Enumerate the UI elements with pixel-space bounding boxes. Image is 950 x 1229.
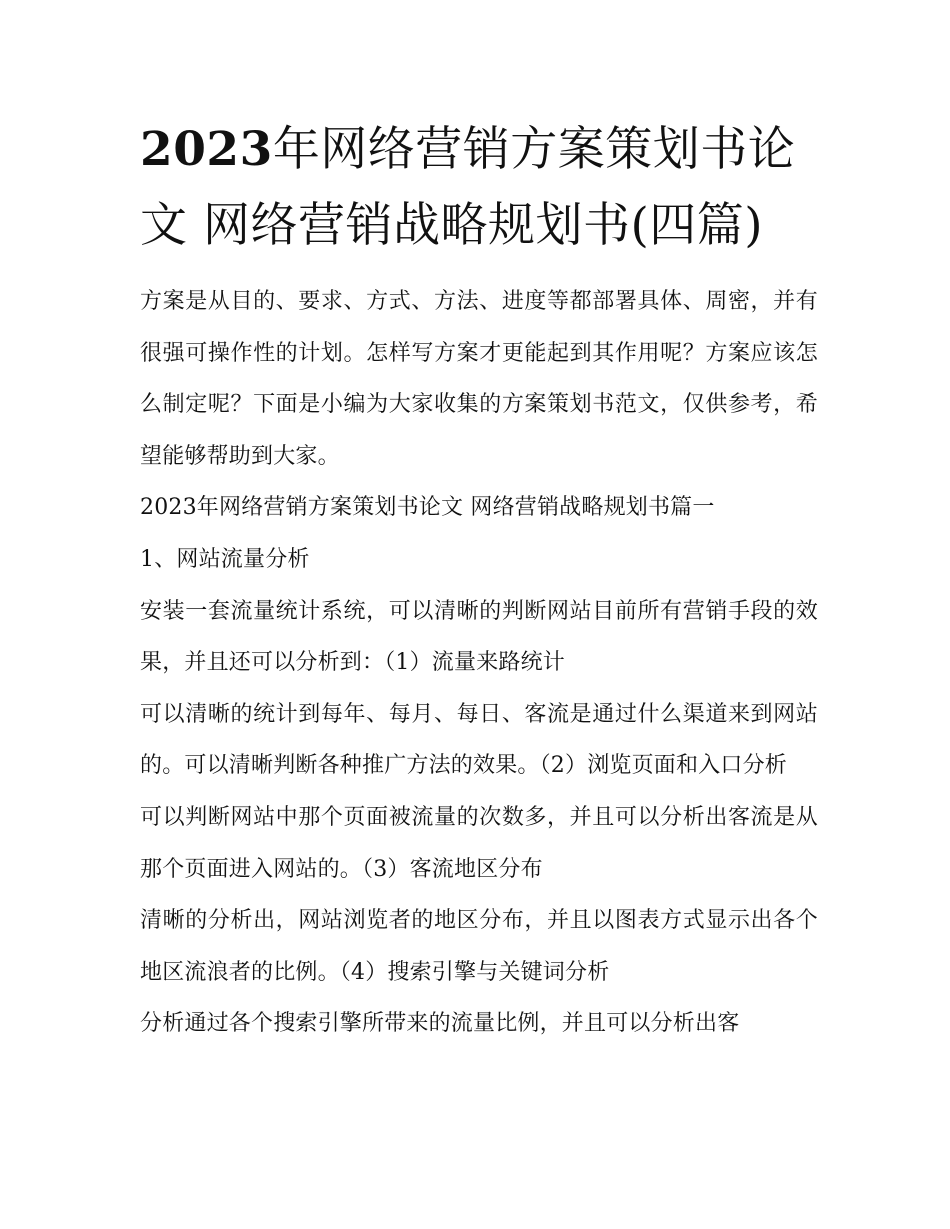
body-paragraph: 安装一套流量统计系统，可以清晰的判断网站目前所有营销手段的效果，并且还可以分析到：（1）流量来路统计 [140,598,818,676]
document-body [140,276,818,1050]
body-paragraph: 清晰的分析出，网站浏览者的地区分布，并且以图表方式显示出各个地区流浪者的比例。（4）搜索引擎与关键词分析 [140,908,818,985]
document-title [140,112,820,264]
title-text: 年网络营销方案策划书论文 网络营销战略规划书(四篇) [140,122,796,253]
body-paragraph: 可以清晰的统计到每年、每月、每日、客流是通过什么渠道来到网站的。可以清晰判断各种推广方法的效果。（2）浏览页面和入口分析 [140,701,818,779]
title-year: 2023 [140,122,273,177]
intro-paragraph: 方案是从目的、要求、方式、方法、进度等都部署具体、周密，并有很强可操作性的计划。怎样写方案才更能起到其作用呢？方案应该怎么制定呢？下面是小编为大家收集的方案策划书范文，仅供参考，希望能够帮助到大家。 [140,289,818,469]
subsection-heading: 1、网站流量分析 [140,546,310,572]
body-paragraph: 分析通过各个搜索引擎所带来的流量比例，并且可以分析出客 [140,1011,740,1037]
section-heading: 2023年网络营销方案策划书论文 网络营销战略规划书篇一 [140,495,715,521]
body-paragraph: 可以判断网站中那个页面被流量的次数多，并且可以分析出客流是从那个页面进入网站的。（3）客流地区分布 [140,804,818,882]
